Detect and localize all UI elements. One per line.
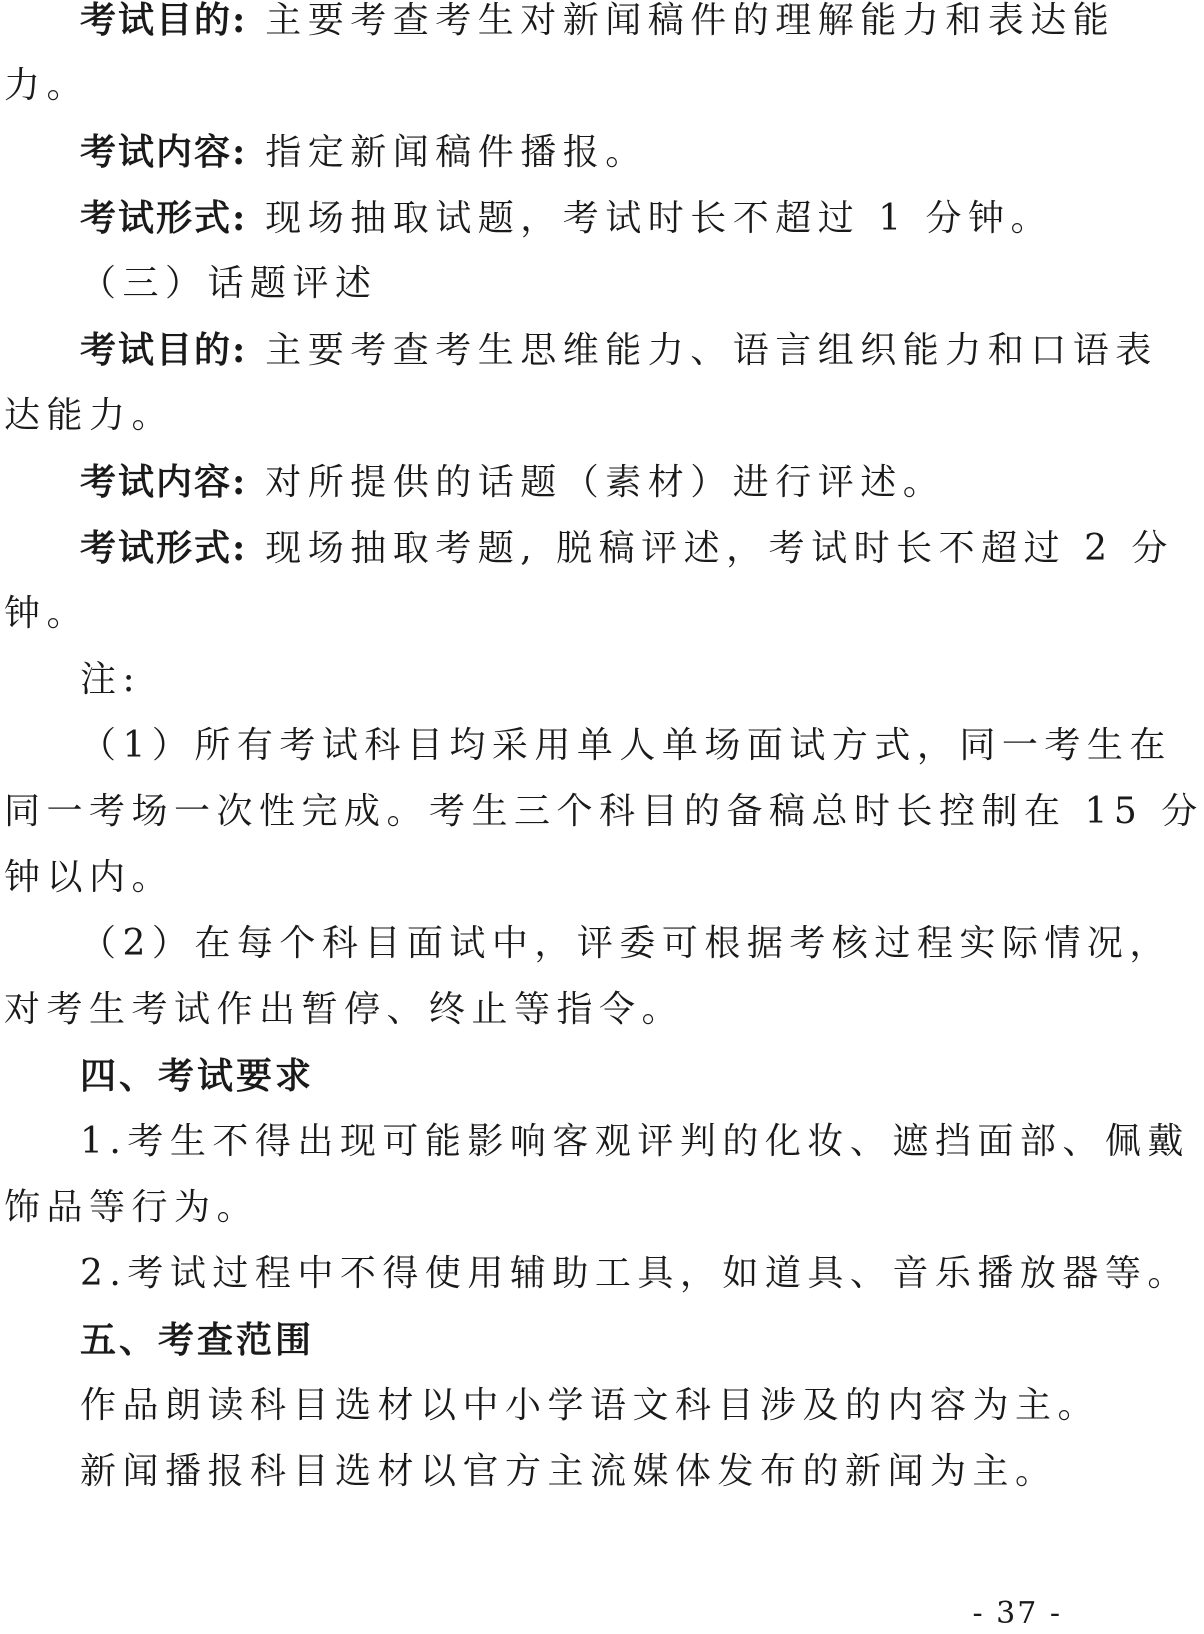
note-1-line3: 钟以内。 [4,857,175,898]
s3-format-label: 考试形式: [80,527,248,569]
page-number: - 37 - [972,1596,1062,1631]
s3-content-paragraph [0,448,1080,516]
note-2-line1: （2）在每个科目面试中，评委可根据考核过程实际情况， [80,923,1172,964]
format-text: 现场抽取试题，考试时长不超过 1 分钟。 [265,198,1054,239]
requirement-2: 2.考试过程中不得使用辅助工具，如道具、音乐播放器等。 [80,1253,1190,1294]
notes-label: 注: [80,659,142,700]
s3-format-text: 现场抽取考题, 脱稿评述，考试时长不超过 2 分 [265,528,1174,569]
section-five-heading: 五、考查范围 [80,1319,315,1361]
content-paragraph [0,118,1080,186]
note-1-line1: （1）所有考试科目均采用单人单场面试方式，同一考生在 [80,725,1172,766]
s3-format-paragraph-line1 [0,514,1174,582]
s3-purpose-text: 主要考查考生思维能力、语言组织能力和口语表 [265,330,1158,371]
purpose-label: 考试目的: [80,0,248,41]
requirement-1-line2: 饰品等行为。 [4,1187,260,1228]
format-label: 考试形式: [80,197,248,239]
s3-purpose-paragraph-line1 [0,316,1158,384]
note-2-line2: 对考生考试作出暂停、终止等指令。 [4,989,685,1030]
note-1-line2: 同一考场一次性完成。考生三个科目的备稿总时长控制在 15 分 [4,791,1204,832]
scope-paragraph-1: 作品朗读科目选材以中小学语文科目涉及的内容为主。 [80,1385,1101,1426]
section-four-heading: 四、考试要求 [80,1055,315,1097]
purpose-paragraph-line2: 力。 [4,65,90,106]
content-label: 考试内容: [80,131,248,173]
content-text: 指定新闻稿件播报。 [265,132,648,173]
purpose-paragraph-line1 [0,0,1116,54]
s3-purpose-label: 考试目的: [80,329,248,371]
format-paragraph [0,184,1080,252]
scope-paragraph-2: 新闻播报科目选材以官方主流媒体发布的新闻为主。 [80,1451,1058,1492]
s3-content-text: 对所提供的话题（素材）进行评述。 [265,462,946,503]
requirement-1-line1: 1.考生不得出现可能影响客观评判的化妆、遮挡面部、佩戴 [80,1121,1190,1162]
s3-content-label: 考试内容: [80,461,248,503]
s3-purpose-paragraph-line2: 达能力。 [4,395,175,436]
section-3-heading: （三）话题评述 [80,263,378,304]
s3-format-paragraph-line2: 钟。 [4,593,90,634]
purpose-text: 主要考查考生对新闻稿件的理解能力和表达能 [265,0,1116,41]
